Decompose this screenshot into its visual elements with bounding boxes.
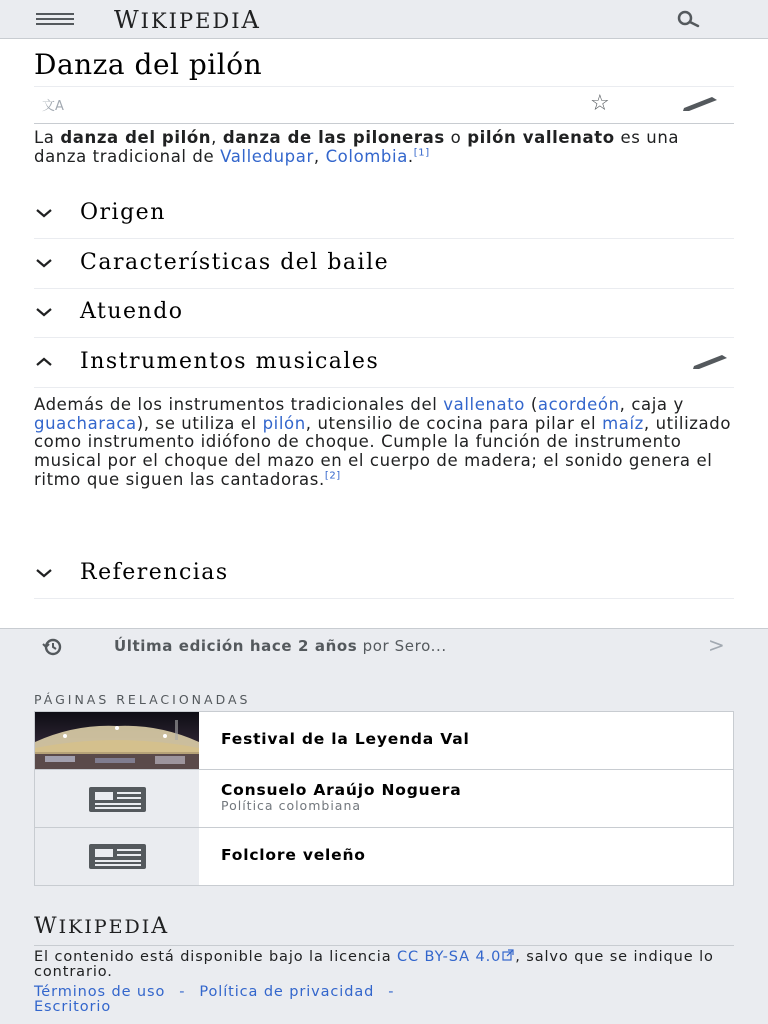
lead-text: o <box>444 128 468 147</box>
article-placeholder-icon <box>35 828 199 885</box>
footer-divider <box>34 945 734 946</box>
link-vallenato[interactable]: vallenato <box>443 395 525 414</box>
desktop-view-link[interactable]: Escritorio <box>34 998 112 1015</box>
lead-text: es una danza tradicional de <box>34 128 680 166</box>
section-heading: Atuendo <box>80 299 184 324</box>
body-text: , caja y <box>619 395 684 414</box>
chevron-up-icon <box>34 355 54 369</box>
page-actions-bar <box>34 86 734 124</box>
body-text: Además de los instrumentos tradicionales del <box>34 395 444 414</box>
privacy-link[interactable]: Política de privacidad <box>199 984 375 1000</box>
lead-paragraph <box>34 128 734 166</box>
link-valledupar[interactable]: Valledupar <box>220 147 314 166</box>
page-title: Danza del pilón <box>34 48 263 81</box>
lead-bold-term: pilón vallenato <box>467 128 615 147</box>
related-item[interactable] <box>35 828 733 885</box>
license-suffix: , salvo que se indique lo contrario. <box>34 949 714 980</box>
chevron-down-icon <box>34 566 54 580</box>
footer-wikipedia-logo <box>34 914 169 939</box>
related-item-title: Festival de la Leyenda Val <box>221 730 470 748</box>
section-origen[interactable] <box>34 190 734 239</box>
section-caracteristicas[interactable] <box>34 240 734 289</box>
link-pilon[interactable]: pilón <box>262 413 306 433</box>
lead-text: . <box>407 147 414 166</box>
section-referencias[interactable] <box>34 550 734 599</box>
chevron-down-icon <box>34 256 54 270</box>
watch-star-icon[interactable]: ☆ <box>590 91 610 116</box>
section-heading: Referencias <box>80 560 229 585</box>
related-item-description: Política colombiana <box>221 798 362 813</box>
chevron-down-icon <box>34 206 54 220</box>
related-item[interactable] <box>35 770 733 828</box>
body-text: ), se utiliza el <box>136 413 263 433</box>
lead-bold-term: danza de las piloneras <box>222 128 445 147</box>
lead-bold-term: danza del pilón <box>60 128 212 147</box>
reference-link[interactable]: [1] <box>413 147 430 159</box>
footer-links <box>34 985 734 1014</box>
chevron-down-icon <box>34 305 54 319</box>
related-pages-heading: PÁGINAS RELACIONADAS <box>34 692 251 707</box>
logo-final: A <box>241 6 261 34</box>
section-heading: Origen <box>80 200 166 225</box>
search-icon[interactable] <box>668 9 708 31</box>
logo-initial: W <box>34 914 59 939</box>
section-heading: Características del baile <box>80 250 390 275</box>
history-clock-icon <box>34 637 72 661</box>
logo-middle: IKIPEDI <box>58 916 152 938</box>
lead-text: , <box>313 147 326 166</box>
edit-pencil-icon[interactable] <box>682 95 720 115</box>
article-placeholder-icon <box>35 770 199 827</box>
related-pages-list <box>34 711 734 886</box>
related-item-title: Consuelo Araújo Noguera <box>221 781 462 799</box>
link-acordeon[interactable]: acordeón <box>537 395 620 414</box>
section-instrumentos[interactable] <box>34 339 734 388</box>
instrumentos-paragraph <box>34 396 734 490</box>
terms-link[interactable]: Términos de uso <box>34 984 166 1000</box>
license-link[interactable]: CC BY-SA 4.0 <box>397 949 502 965</box>
last-modified-bar[interactable] <box>0 628 768 666</box>
external-link-icon <box>501 949 515 965</box>
link-colombia[interactable]: Colombia <box>325 147 408 166</box>
lead-text: , <box>211 128 223 147</box>
body-text: , utensilio de cocina para pilar el <box>305 413 603 433</box>
license-text <box>34 949 734 979</box>
link-maiz[interactable]: maíz <box>602 413 644 433</box>
footer-area <box>0 665 768 1024</box>
logo-middle: IKIPEDI <box>140 9 242 33</box>
festival-photo-thumbnail <box>35 712 199 769</box>
link-separator: - <box>179 984 186 1000</box>
lead-text: La <box>34 128 61 147</box>
logo-initial: W <box>114 6 141 34</box>
logo-final: A <box>151 914 170 939</box>
related-item-title: Folclore veleño <box>221 846 366 864</box>
related-item[interactable] <box>35 712 733 770</box>
link-guacharaca[interactable]: guacharaca <box>34 413 137 433</box>
section-edit-pencil-icon[interactable] <box>692 353 730 373</box>
section-heading: Instrumentos musicales <box>80 349 380 374</box>
section-atuendo[interactable] <box>34 289 734 338</box>
license-prefix: El contenido está disponible bajo la licencia <box>34 949 397 965</box>
chevron-right-icon: > <box>708 633 725 657</box>
header-bar <box>0 0 768 39</box>
reference-link[interactable]: [2] <box>324 470 341 482</box>
link-separator: - <box>388 984 395 1000</box>
last-modified-date: Última edición hace 2 años <box>114 637 358 655</box>
last-modified-user: por Sero... <box>357 637 447 655</box>
language-icon[interactable]: 文A <box>42 99 64 114</box>
menu-icon[interactable] <box>36 13 74 27</box>
last-modified-text <box>114 637 447 655</box>
wikipedia-logo[interactable] <box>114 6 261 34</box>
body-text: ( <box>524 395 538 414</box>
body-text: , utilizado como instrumento idiófono de choque. Cumple la función de instrumento musical por el choque del mazo en el cuerpo de madera; el sonido genera el ritmo que siguen las cantadoras. <box>34 413 732 489</box>
